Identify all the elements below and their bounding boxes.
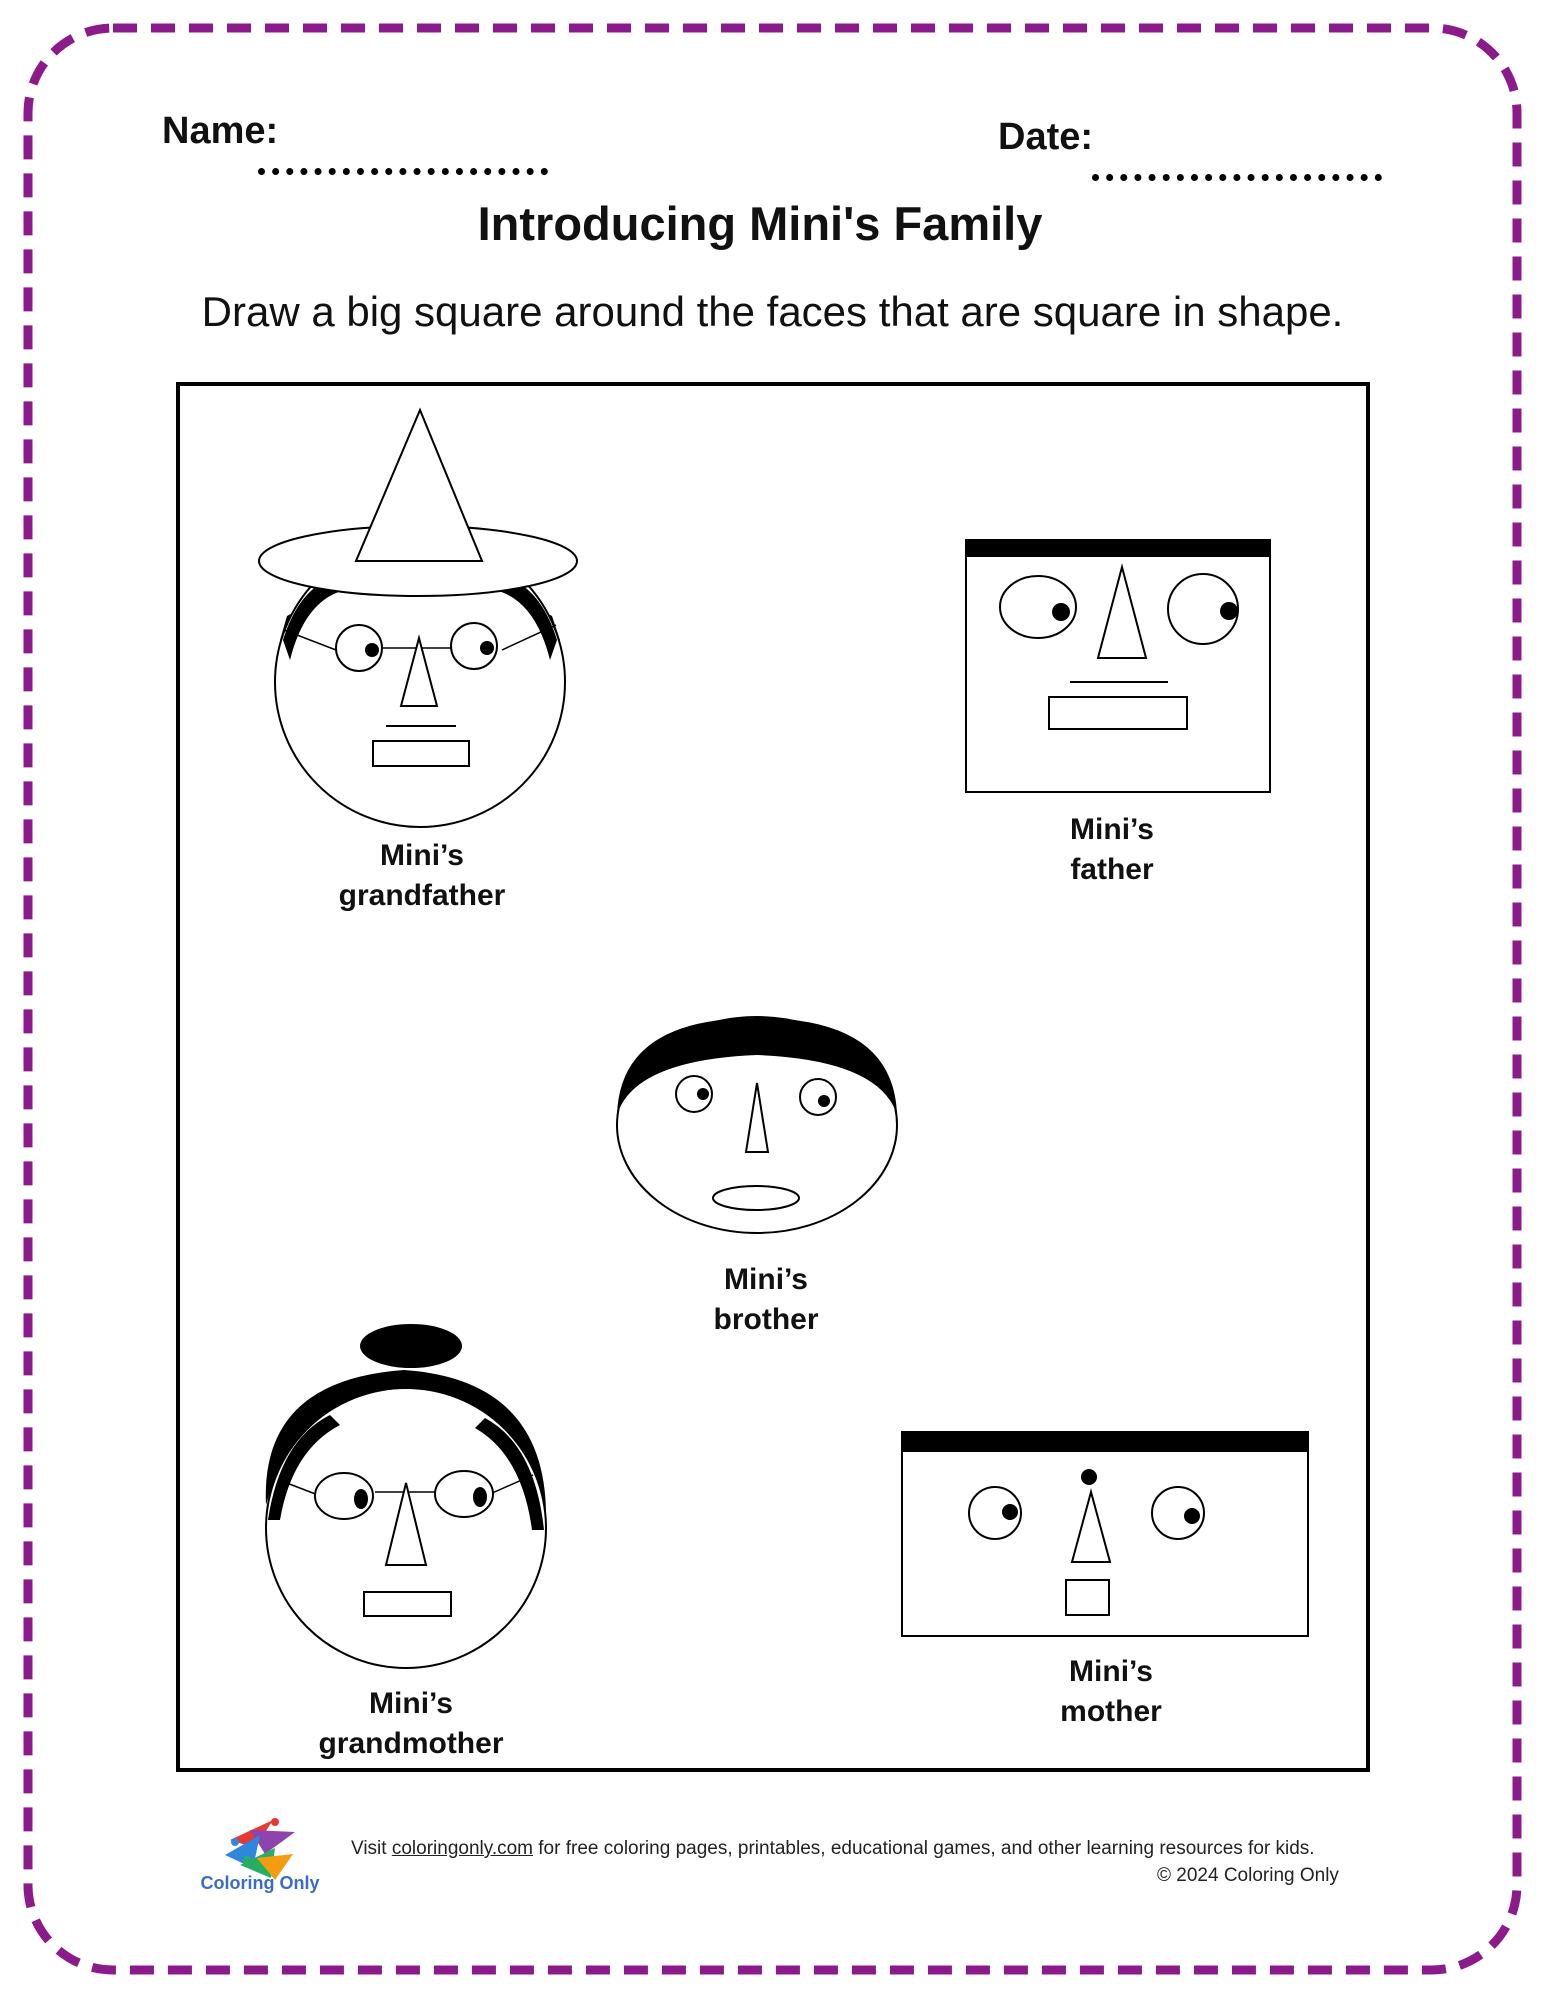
brother-right-eye — [800, 1079, 836, 1115]
father-face — [966, 540, 1270, 792]
mother-label: Mini’s mother — [1060, 1655, 1162, 1728]
brother-label: Mini’s brother — [713, 1263, 819, 1336]
father-label: Mini’s father — [1070, 813, 1154, 886]
mother-bindi — [1081, 1469, 1097, 1485]
footer-copyright: © 2024 Coloring Only — [1157, 1865, 1339, 1886]
grandmother-hair-bun — [360, 1324, 462, 1368]
grandfather-mouth — [373, 741, 469, 766]
mother-hair — [902, 1432, 1308, 1452]
brother-face — [617, 1017, 897, 1233]
logo-text: Coloring Only — [200, 1873, 320, 1893]
grandfather-label: Mini’s grandfather — [338, 839, 506, 912]
grandmother-mouth — [364, 1592, 451, 1616]
footer-visit-text: Visit coloringonly.com for free coloring pages, printables, educational games, and other learning resources for kids. — [351, 1838, 1315, 1859]
father-hair — [966, 540, 1270, 557]
father-mouth — [1049, 697, 1187, 729]
grandmother-label: Mini’s grandmother — [318, 1687, 504, 1760]
name-label: Name: — [162, 110, 279, 152]
mother-face — [902, 1432, 1308, 1636]
page-title: Introducing Mini's Family — [477, 197, 1043, 250]
date-label: Date: — [998, 116, 1094, 158]
footer-link[interactable]: coloringonly.com — [391, 1838, 533, 1859]
mother-mouth — [1066, 1580, 1109, 1615]
brother-mouth — [713, 1186, 799, 1210]
instructions: Draw a big square around the faces that are square in shape. — [201, 288, 1344, 335]
